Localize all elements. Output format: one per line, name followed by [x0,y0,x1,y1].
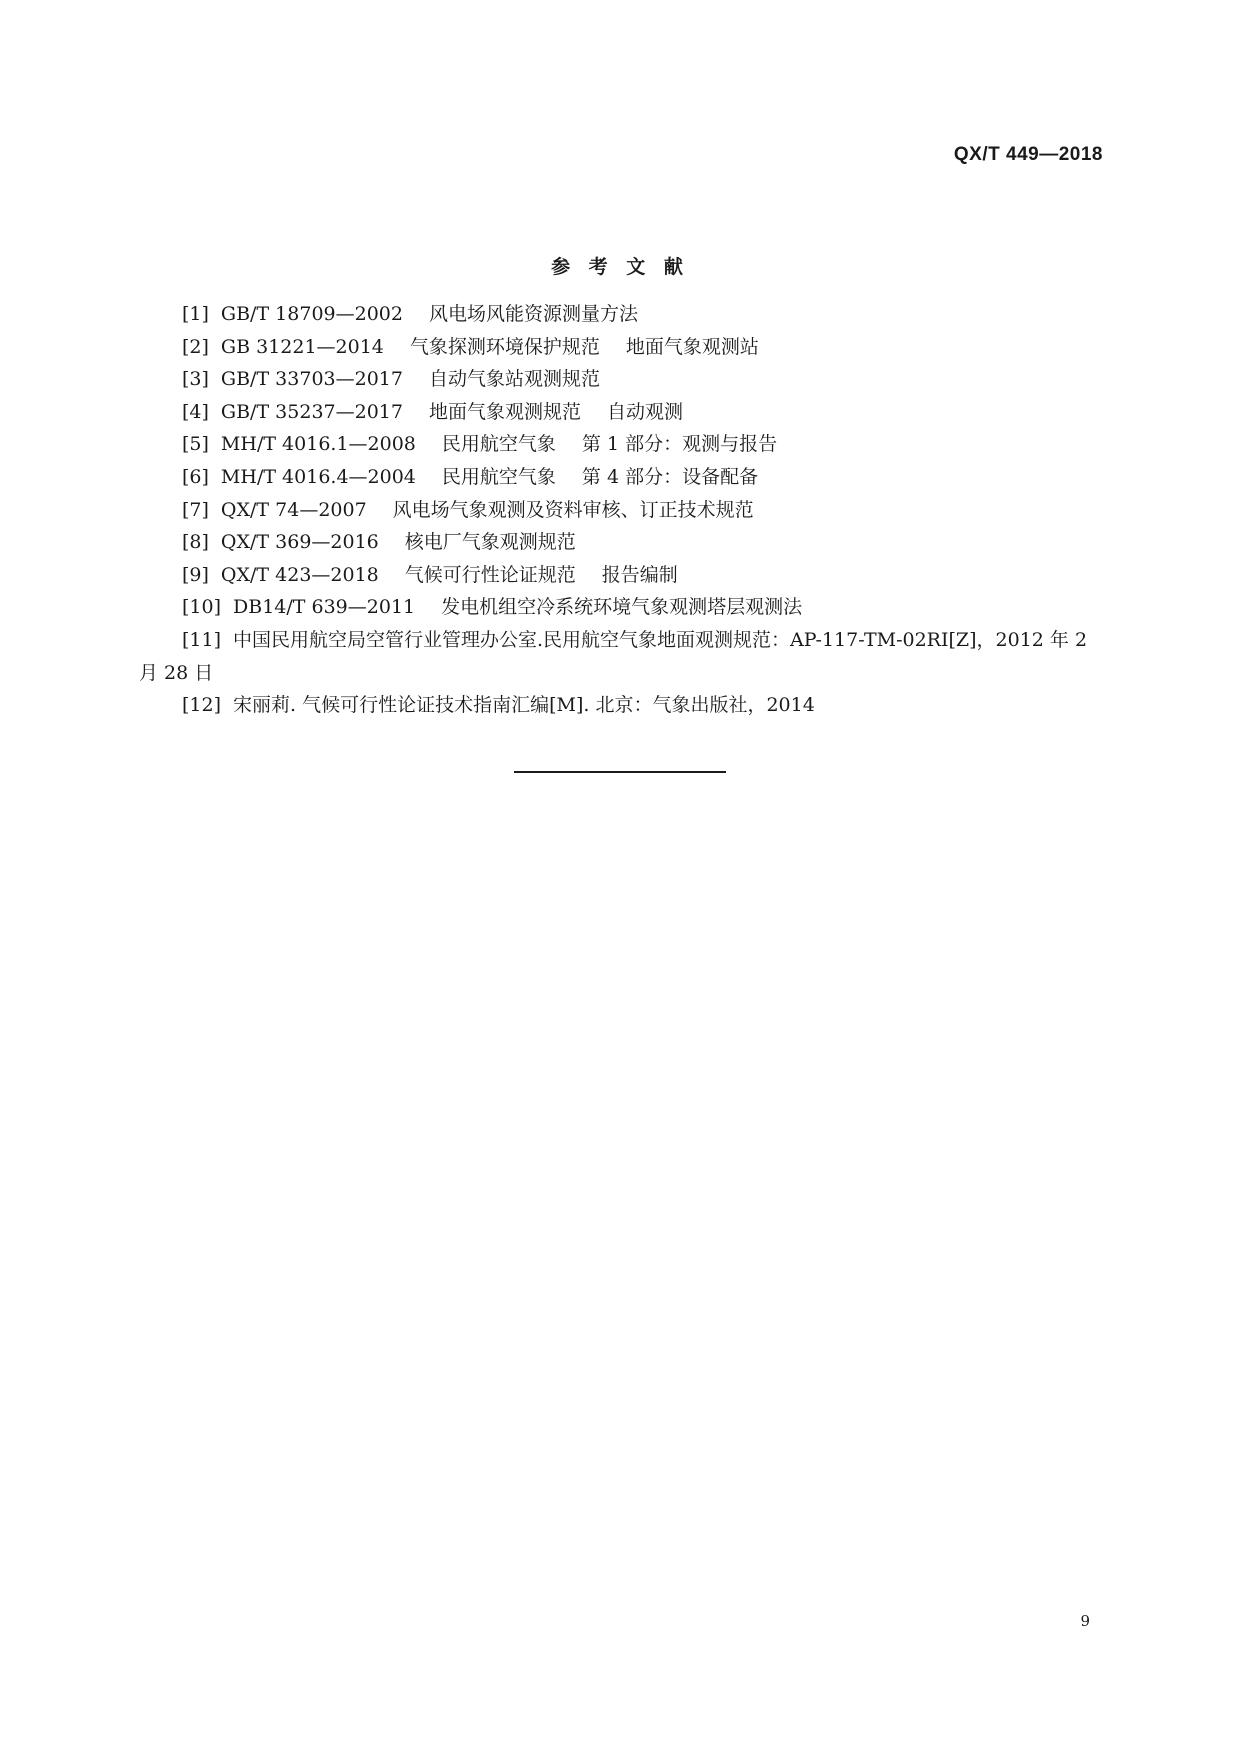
reference-code: GB/T 35237—2017 [220,400,403,423]
reference-entry [139,396,1105,429]
reference-title: 气象探测环境保护规范 [409,335,600,358]
reference-subtitle: 自动观测 [607,400,684,423]
reference-subtitle: 第 4 部分：设备配备 [581,465,759,488]
reference-entry [139,624,1105,689]
reference-code: QX/T 74—2007 [220,498,367,521]
reference-title: 地面气象观测规范 [428,400,581,423]
reference-entry [139,689,1105,722]
standard-code: QX/T 449—2018 [953,144,1103,165]
reference-code: MH/T 4016.1—2008 [220,433,416,456]
reference-number: [3] [182,368,209,391]
reference-code: QX/T 423—2018 [220,563,379,586]
reference-title: 发电机组空冷系统环境气象观测塔层观测法 [441,596,803,619]
reference-entry [139,461,1105,494]
reference-text: 宋丽莉. 气候可行性论证技术指南汇编[M]. 北京：气象出版社，2014 [233,694,815,717]
reference-title: 民用航空气象 [441,465,556,488]
bibliography-list [139,298,1105,722]
reference-number: [9] [182,563,209,586]
reference-entry [139,559,1105,592]
reference-title: 风电场风能资源测量方法 [428,303,638,325]
reference-number: [6] [182,465,209,488]
reference-code: GB/T 33703—2017 [220,368,403,391]
reference-number: [10] [182,596,222,619]
reference-entry [139,494,1105,527]
reference-title: 民用航空气象 [441,433,556,456]
reference-title: 核电厂气象观测规范 [404,531,576,554]
reference-entry [139,363,1105,396]
reference-number: [4] [182,400,209,423]
reference-code: MH/T 4016.4—2004 [220,465,416,488]
reference-number: [5] [182,433,209,456]
reference-code: GB/T 18709—2002 [220,303,403,325]
reference-title: 气候可行性论证规范 [404,563,576,586]
reference-code: QX/T 369—2016 [220,531,379,554]
reference-entry [139,591,1105,624]
page-number: 9 [1080,1612,1090,1630]
reference-number: [8] [182,531,209,554]
reference-number: [11] [182,628,222,651]
reference-text: 中国民用航空局空管行业管理办公室.民用航空气象地面观测规范：AP-117-TM-02RI[Z]，2012 年 2 月 28 日 [139,628,1088,684]
reference-entry [139,526,1105,559]
reference-subtitle: 地面气象观测站 [625,335,759,358]
reference-entry [139,298,1105,331]
reference-number: [2] [182,335,209,358]
reference-title: 风电场气象观测及资料审核、订正技术规范 [392,498,754,521]
reference-entry [139,428,1105,461]
reference-number: [1] [182,303,209,325]
reference-subtitle: 报告编制 [601,563,678,586]
reference-title: 自动气象站观测规范 [428,368,600,391]
reference-number: [12] [182,694,222,717]
reference-entry [139,331,1105,364]
reference-code: GB 31221—2014 [220,335,384,358]
reference-number: [7] [182,498,209,521]
reference-subtitle: 第 1 部分：观测与报告 [581,433,778,456]
reference-code: DB14/T 639—2011 [233,596,416,619]
end-divider [514,771,726,773]
bibliography-title: 参 考 文 献 [551,256,689,278]
